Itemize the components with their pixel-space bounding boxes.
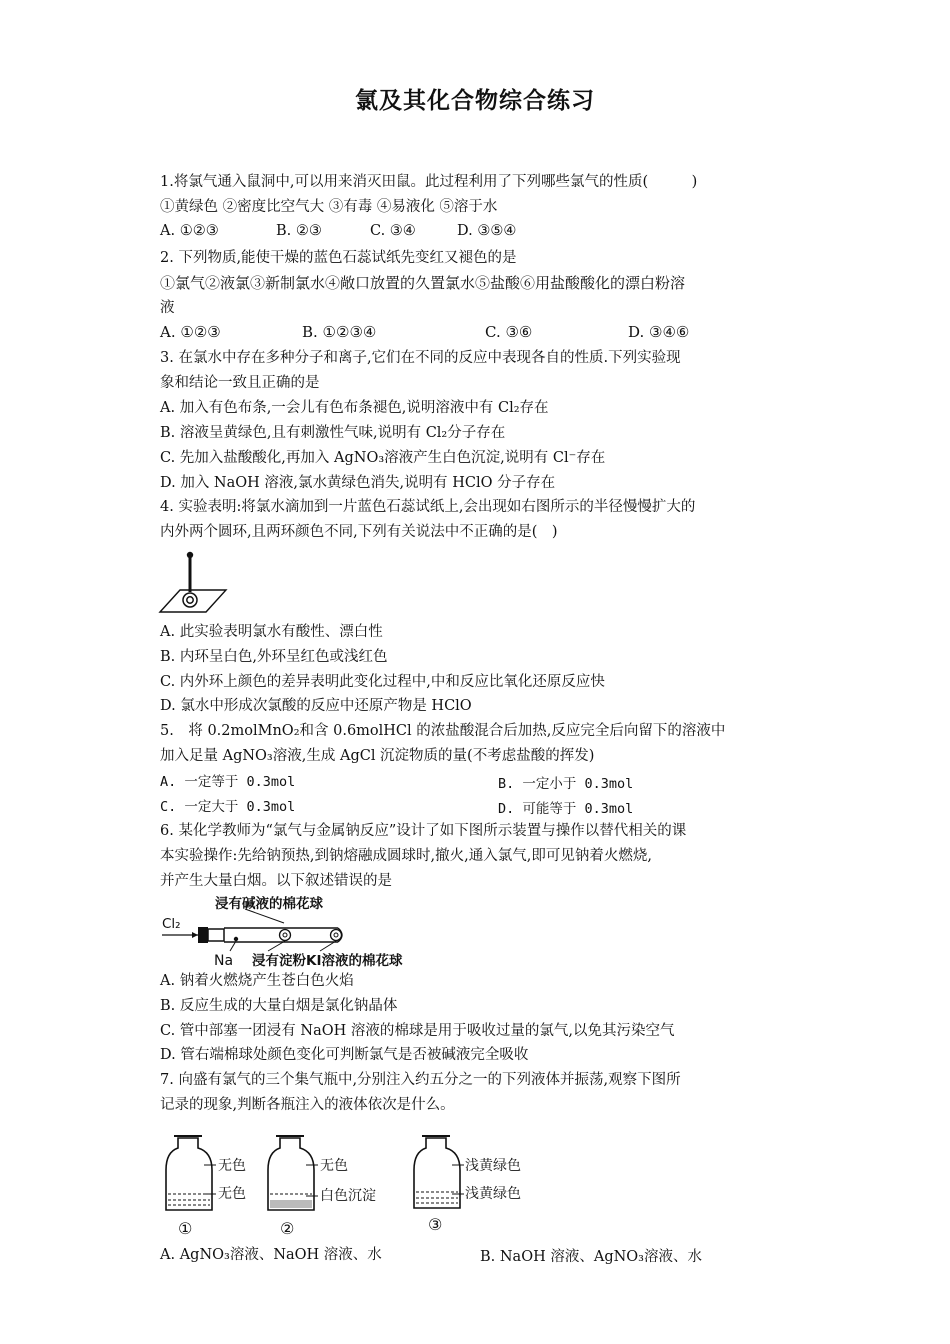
question-5-stem-cont: 加入足量 AgNO₃溶液,生成 AgCl 沉淀物质的量(不考虑盐酸的挥发): [160, 748, 595, 764]
question-2-option-a: A. ①②③: [160, 323, 221, 341]
question-5-option-a: A. 一定等于 0.3mol: [160, 774, 296, 790]
question-6-stem-cont: 本实验操作:先给钠预热,到钠熔融成圆球时,撤火,通入氯气,即可见钠着火燃烧,: [160, 848, 652, 864]
question-2-stem: 2. 下列物质,能使干燥的蓝色石蕊试纸先变红又褪色的是: [160, 250, 517, 266]
question-4-option-d: D. 氯水中形成次氯酸的反应中还原产物是 HClO: [160, 698, 472, 714]
question-7-option-a: A. AgNO₃溶液、NaOH 溶液、水: [160, 1247, 382, 1263]
jar-2-number: ②: [280, 1219, 295, 1238]
question-5-stem: 5. 将 0.2molMnO₂和含 0.6molHCl 的浓盐酸混合后加热,反应完全后向留下的溶液中: [160, 723, 726, 739]
question-2-option-b: B. ①②③④: [302, 323, 377, 341]
question-1-items: ①黄绿色 ②密度比空气大 ③有毒 ④易液化 ⑤溶于水: [160, 199, 498, 215]
jar-2-top-label: 无色: [320, 1158, 348, 1174]
question-4-stem: 4. 实验表明:将氯水滴加到一片蓝色石蕊试纸上,会出现如右图所示的半径慢慢扩大的: [160, 499, 696, 515]
jar-1-number: ①: [178, 1219, 193, 1238]
page-title: 氯及其化合物综合练习: [355, 88, 595, 114]
fig-label-chlorine: Cl₂: [162, 916, 181, 932]
question-3-option-b: B. 溶液呈黄绿色,且有刺激性气味,说明有 Cl₂分子存在: [160, 425, 506, 441]
gas-jar-1: [166, 1136, 246, 1238]
question-6-option-a: A. 钠着火燃烧产生苍白色火焰: [160, 973, 354, 989]
fig-label-ki-cotton: 浸有淀粉KI溶液的棉花球: [252, 953, 403, 969]
question-3-option-d: D. 加入 NaOH 溶液,氯水黄绿色消失,说明有 HClO 分子存在: [160, 475, 556, 491]
question-4-option-c: C. 内外环上颜色的差异表明此变化过程中,中和反应比氧化还原反应快: [160, 674, 605, 690]
question-6-option-d: D. 管右端棉球处颜色变化可判断氯气是否被碱液完全吸收: [160, 1047, 529, 1063]
question-3-stem-cont: 象和结论一致且正确的是: [160, 375, 320, 391]
question-6-option-c: C. 管中部塞一团浸有 NaOH 溶液的棉球是用于吸收过量的氯气,以免其污染空气: [160, 1023, 675, 1039]
jar-3-top-label: 浅黄绿色: [465, 1158, 521, 1174]
question-4-option-b: B. 内环呈白色,外环呈红色或浅红色: [160, 649, 388, 665]
question-2-items-cont: 液: [160, 300, 175, 316]
jar-1-top-label: 无色: [218, 1158, 246, 1174]
question-7-option-b: B. NaOH 溶液、AgNO₃溶液、水: [480, 1249, 702, 1265]
question-6-stem: 6. 某化学教师为“氯气与金属钠反应”设计了如下图所示装置与操作以替代相关的课: [160, 823, 687, 839]
question-3-option-c: C. 先加入盐酸酸化,再加入 AgNO₃溶液产生白色沉淀,说明有 Cl⁻存在: [160, 450, 606, 466]
question-7-stem: 7. 向盛有氯气的三个集气瓶中,分别注入约五分之一的下列液体并振荡,观察下图所: [160, 1072, 681, 1088]
question-3-stem: 3. 在氯水中存在多种分子和离子,它们在不同的反应中表现各自的性质.下列实验现: [160, 350, 681, 366]
question-4-stem-cont: 内外两个圆环,且两环颜色不同,下列有关说法中不正确的是( ): [160, 524, 558, 540]
sodium-chlorine-apparatus-figure: [160, 893, 450, 971]
jar-3-bottom-label: 浅黄绿色: [465, 1186, 521, 1202]
question-1-option-d: D. ③⑤④: [457, 223, 517, 239]
gas-jar-3: [414, 1136, 521, 1234]
question-1-stem: 1.将氯气通入鼠洞中,可以用来消灭田鼠。此过程利用了下列哪些氯气的性质( ): [160, 174, 698, 190]
gas-jars-figure: [160, 1130, 540, 1240]
litmus-paper-figure: [158, 548, 228, 618]
gas-jar-2: [268, 1136, 376, 1238]
question-7-stem-cont: 记录的现象,判断各瓶注入的液体依次是什么。: [160, 1097, 455, 1113]
question-3-option-a: A. 加入有色布条,一会儿有色布条褪色,说明溶液中有 Cl₂存在: [160, 400, 549, 416]
jar-1-bottom-label: 无色: [218, 1186, 246, 1202]
question-6-option-b: B. 反应生成的大量白烟是氯化钠晶体: [160, 998, 398, 1014]
jar-2-bottom-label: 白色沉淀: [320, 1188, 376, 1204]
question-6-stem-end: 并产生大量白烟。以下叙述错误的是: [160, 873, 392, 889]
jar-3-number: ③: [428, 1215, 443, 1234]
question-1-option-c: C. ③④: [370, 223, 416, 239]
question-2-option-d: D. ③④⑥: [628, 323, 690, 341]
fig-label-sodium: Na: [214, 953, 234, 969]
question-2-items: ①氯气②液氯③新制氯水④敞口放置的久置氯水⑤盐酸⑥用盐酸酸化的漂白粉溶: [160, 274, 686, 292]
question-5-option-c: C. 一定大于 0.3mol: [160, 799, 296, 815]
question-1-option-a: A. ①②③: [160, 223, 219, 239]
question-2-option-c: C. ③⑥: [485, 323, 533, 341]
question-4-option-a: A. 此实验表明氯水有酸性、漂白性: [160, 624, 383, 640]
fig-label-alkali-cotton: 浸有碱液的棉花球: [215, 896, 323, 912]
question-5-option-b: B. 一定小于 0.3mol: [498, 776, 634, 792]
question-5-option-d: D. 可能等于 0.3mol: [498, 801, 634, 817]
question-1-option-b: B. ②③: [276, 223, 322, 239]
